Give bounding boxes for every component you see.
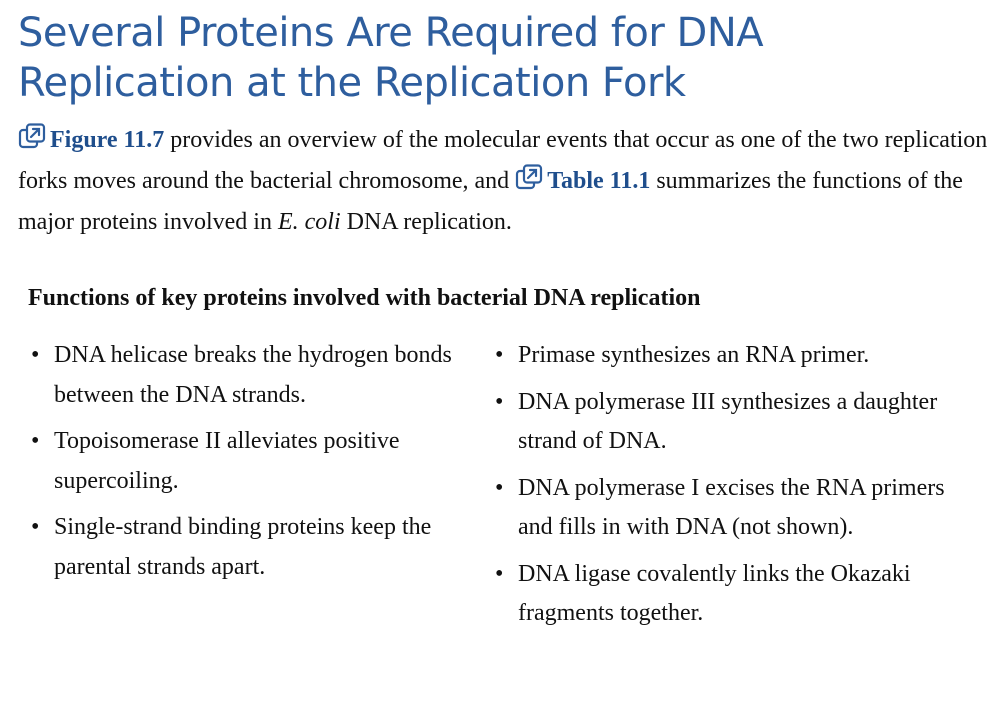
left-function-list: [28, 336, 458, 594]
list-item: [492, 469, 972, 548]
list-item-text: Single-strand binding proteins keep the parental strands apart.: [54, 514, 432, 580]
list-item: [28, 336, 458, 415]
bullet: •: [31, 428, 40, 454]
list-item-text: DNA polymerase I excises the RNA primers and fills in with DNA (not shown).: [518, 474, 945, 540]
bullet: •: [31, 514, 40, 540]
page-title: Several Proteins Are Required for DNA Replication at the Replication Fork: [18, 10, 764, 106]
bullet: •: [31, 342, 40, 368]
box-title: Functions of key proteins involved with bacterial DNA replication: [28, 285, 701, 311]
list-item-text: DNA helicase breaks the hydrogen bonds between the DNA strands.: [54, 342, 452, 408]
intro-text-1: provides an overview of the molecular events that occur as one of the two replication forks moves around the bacterial chromosome, and: [18, 127, 988, 194]
bullet: •: [495, 560, 504, 587]
table-link[interactable]: Table 11.1: [547, 168, 651, 194]
list-item-text: DNA ligase covalently links the Okazaki fragments together.: [518, 560, 911, 626]
list-item-text: DNA polymerase III synthesizes a daughter strand of DNA.: [518, 388, 938, 454]
right-function-list: [492, 336, 972, 641]
list-item-text: Primase synthesizes an RNA primer.: [518, 342, 870, 368]
list-item: [492, 555, 972, 634]
bullet: •: [495, 474, 504, 501]
list-item: [492, 383, 972, 462]
list-item-text: Topoisomerase II alleviates positive supercoiling.: [54, 428, 400, 494]
figure-link[interactable]: Figure 11.7: [50, 127, 165, 153]
bullet: •: [495, 388, 504, 415]
species-name: E. coli: [277, 209, 341, 235]
list-item: [28, 508, 458, 587]
bullet: •: [495, 342, 504, 368]
list-item: [28, 422, 458, 501]
intro-text-3: DNA replication.: [340, 209, 512, 235]
external-link-icon[interactable]: [18, 123, 46, 149]
list-item: [492, 336, 972, 376]
external-link-icon[interactable]: [515, 164, 543, 190]
intro-text-2: summarizes the functions of the major proteins involved in: [18, 168, 963, 235]
intro-paragraph: [18, 120, 988, 243]
